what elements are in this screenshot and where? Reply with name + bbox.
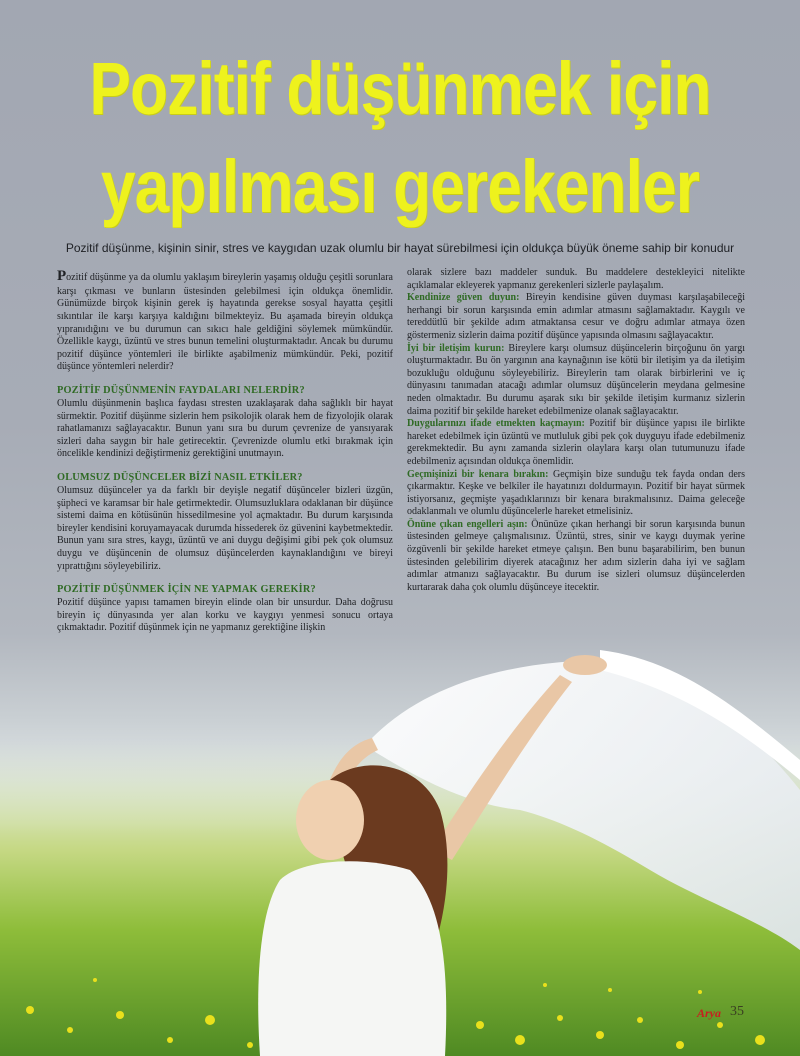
tip-lead: Kendinize güven duyun: xyxy=(407,292,520,304)
tip-text: Geçmişin bize sunduğu tek fayda ondan ders çıkarmaktır. Keşke ve belkiler ile hayatınızı doldurmayın. Pozitif bir hayat sürmek istiyorsanız, geçmişte yaşadıklarınızı bir kenara bırakmalısınız. Daima geleceğe odaklanmalı ve olumlu düşüncelerle hareket etmelisiniz. xyxy=(407,468,745,518)
tip-text: Önünüze çıkan herhangi bir sorun karşısında bunun üstesinden gelmeye çalışmalısınız. Üzüntü, stres, sinir ve kaygı duymak yerine özgüvenli bir şekilde hareket etmeye çalışın. Ben bunu başarabilirim, ben bunun üstesinden gelebilirim diyerek atacağınız her adım sizlerin daha iyi ve sağlam adımlar atmanızı sağlayacaktır. Bu durum ise sizleri olumsuz düşüncelerden kurtararak daha çok olumlu düşünceye itecektir. xyxy=(407,518,745,593)
section-heading: POZİTİF DÜŞÜNMENİN FAYDALARI NELERDİR? xyxy=(57,385,305,397)
left-column xyxy=(57,267,393,635)
section-paragraph: Olumlu düşünmenin başlıca faydası stresten uzaklaşarak daha sağlıklı bir hayat sürmektir. Pozitif düşünme sizlerin hem psikolojik olarak hem de fizyolojik olarak rahatlamanızı sağlayacaktır. Bunun yanı sıra bu durum çevrenize de yansıyarak sizleri daha saygın bir hale getirecektir. Çevrenizde olumlu etki bırakmak için öncelikle kendinizi değiştirmeniz gerektiğini unutmayın. xyxy=(57,398,393,460)
headline-line-2: yapılması gerekenler xyxy=(100,145,700,228)
section-paragraph: Pozitif düşünce yapısı tamamen bireyin elinde olan bir unsurdur. Daha doğrusu bireyin iç dünyasında yer alan korku ve kaygıyı yenmesi sonucu ortaya çıkmaktadır. Pozitif düşünmek için ne yapmanız gerektiğine ilişkin xyxy=(57,597,393,634)
tip-item xyxy=(407,418,745,468)
section-heading: OLUMSUZ DÜŞÜNCELER BİZİ NASIL ETKİLER? xyxy=(57,471,303,483)
tip-item xyxy=(407,469,745,519)
headline-line-1: Pozitif düşünmek için xyxy=(89,47,711,130)
subtitle: Pozitif düşünme, kişinin sinir, stres ve kaygıdan uzak olumlu bir hayat sürebilmesi için oldukça büyük öneme sahip bir konudur xyxy=(65,241,735,255)
tip-lead: Duygularınızı ifade etmekten kaçmayın: xyxy=(407,418,585,430)
intro-paragraph: Pozitif düşünme ya da olumlu yaklaşım bireylerin yaşamış olduğu çeşitli sorunlara karşı çıkması ve bunların üstesinden gelebilmesi için oldukça önemlidir. Günümüzde birçok kişinin gerek iş hayatında gerekse sosyal hayatta çeşitli sıkıntılar ile karşı karşıya kaldığını bilmekteyiz. Bu aşamada bireyin oldukça yıpranıdığını ve bu durumun can sıkıcı hale geldiğini söylemek mümkündür. Özellikle kaygı, üzüntü ve stres bunun temelini oluşturmaktadır. Ancak bu durumu pozitif düşünce yöntemleri ile birlikte aşabilmeniz mümkündür. Peki, pozitif düşünce yöntemleri nelerdir? xyxy=(57,268,393,373)
tip-item xyxy=(407,343,745,419)
page-number: 35 xyxy=(730,1004,744,1019)
tip-item xyxy=(407,292,745,342)
section-heading: POZİTİF DÜŞÜNMEK İÇİN NE YAPMAK GEREKİR? xyxy=(57,584,316,596)
tip-lead: Geçmişinizi bir kenara bırakın: xyxy=(407,468,549,480)
section-paragraph: Olumsuz düşünceler ya da farklı bir deyişle negatif düşünceler bizleri üzgün, şüpheci ve karamsar bir hale getirmektedir. Olumsuzluklara odaklanan bir düşünce sistemi daima en kötüsünün hissedilmesine yol açmaktadır. Bu durum karşısında bireyler kendisini koruyamayacak durumda hissederek öz güvenini kaybetmektedir. Bunun yanı sıra stres, kaygı, üzüntü ve ani duygu değişimi gibi pek çok olumsuz duygu ve düşüncenin de olumsuz düşüncelerden kaynaklandığını ve bireyi yıprattığını söyleyebiliriz. xyxy=(57,484,393,572)
right-column xyxy=(407,267,745,594)
tip-text: Pozitif bir düşünce yapısı ile birlikte hareket edebilmek için üzüntü ve mutluluk gibi pek çok duyguyu ifade edebilmeniz gerekmektedir. Bu aynı zamanda sizlerin olaylara karşı olan tutumunuzu ifade edebilmeniz açısından oldukça önemlidir. xyxy=(407,418,745,467)
tip-text: Bireylere karşı olumsuz düşüncelerin birçoğunu ön yargı oluşturmaktadır. Bu ön yargının ana kaynağının ise kötü bir iletişim ya da iletişim bozukluğu olduğunu söyleyebiliriz. Bireylerin tam olarak birbirlerini ve iç dünyasını tanımadan atacağı adımlar olumsuz düşüncelerin meydana gelmesine neden olmaktadır. Bu durumu aşarak sıkı bir şekilde iletişim kurmanız sizlerin daima pozitif bir şekilde hareket edebilmenize olanak sağlayacaktır. xyxy=(407,342,745,417)
tip-text: Bireyin kendisine güven duyması karşılaşabileceği herhangi bir sorun karşısında emin adımlar atmasını sağlamaktadır. Kaygılı ve tereddütlü bir şekilde adım atmaktansa cesur ve doğru adımlar atmaya özen göstermeniz sizlerin daima pozitif düşünce yapısında olmasını sağlayacaktır. xyxy=(407,292,745,341)
woman-with-scarf-photo xyxy=(0,620,800,1056)
right-intro-paragraph: olarak sizlere bazı maddeler sunduk. Bu maddelere destekleyici nitelikte açıklamalar ekleyerek yapmanız gerekenleri sizlerle paylaşalım. xyxy=(407,267,745,291)
tip-lead: İyi bir iletişim kurun: xyxy=(407,342,505,354)
magazine-logo: Arya xyxy=(697,1006,721,1020)
tip-lead: Önüne çıkan engelleri aşın: xyxy=(407,518,528,530)
tip-item xyxy=(407,519,745,595)
